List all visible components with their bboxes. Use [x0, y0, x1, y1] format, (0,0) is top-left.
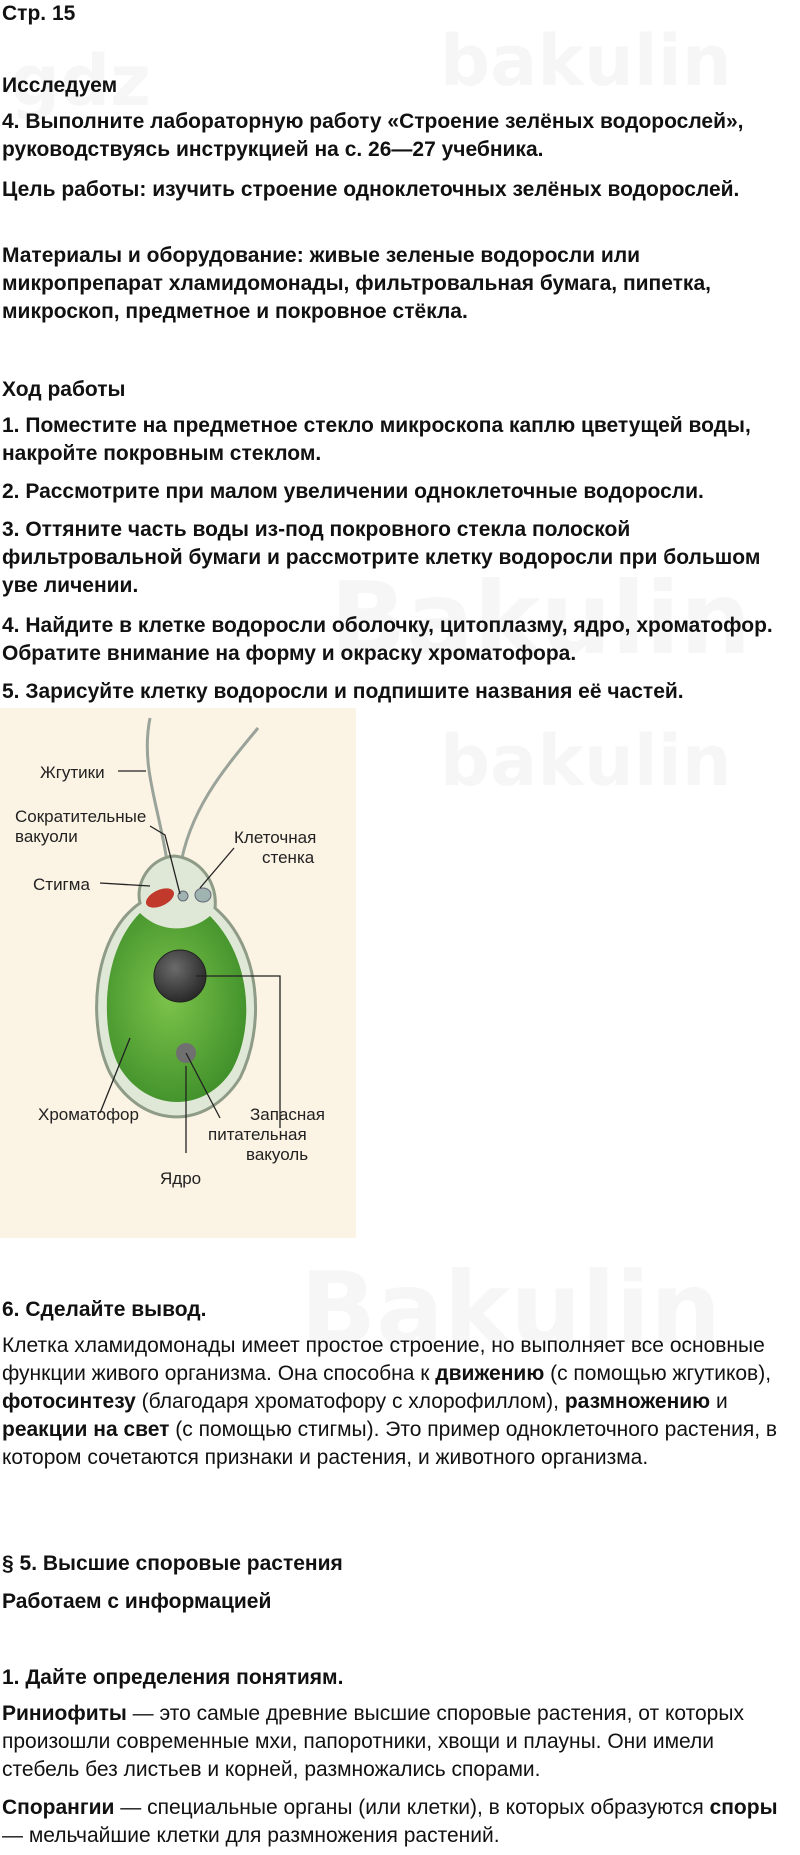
conclusion-bold: размножению: [564, 1390, 711, 1413]
section5-title: § 5. Высшие споровые растения: [2, 1552, 343, 1575]
section-explore-heading: Исследуем: [2, 74, 118, 97]
conclusion-span: (с помощью стигмы). Это пример одноклеточного растения, в котором сочетаются признаки и растения, и животного организма.: [2, 1418, 778, 1469]
flagellum: [147, 718, 168, 868]
label-stigma: Стигма: [33, 875, 90, 894]
procedure-step: 3. Оттяните часть воды из-под покровного стекла полоской фильтровальной бумаги и рассмотрите клетку водоросли при большом уве личении.: [2, 518, 761, 597]
conclusion-span: (с помощью жгутиков),: [544, 1362, 772, 1385]
conclusion-title: 6. Сделайте вывод.: [2, 1298, 207, 1321]
chlamydomonas-svg: [0, 708, 356, 1238]
conclusion-text: [2, 1332, 792, 1472]
label-reserve-1: Запасная: [250, 1105, 325, 1124]
definition-text: — мельчайшие клетки для размножения растений.: [2, 1824, 500, 1847]
conclusion-bold: движению: [435, 1362, 545, 1385]
watermark: [440, 720, 732, 802]
procedure-step: 1. Поместите на предметное стекло микроскопа каплю цветущей воды, накройте покровным стеклом.: [2, 414, 751, 465]
definition-rhyniophytes: [2, 1700, 792, 1784]
label-cell-wall-1: Клеточная: [234, 828, 317, 847]
chlamydomonas-diagram: [0, 708, 356, 1238]
label-reserve-3: вакуоль: [246, 1145, 309, 1164]
conclusion-span: Клетка хламидомонады имеет простое строение, но выполняет все основные функции живого организма. Она способна к: [2, 1334, 765, 1385]
contractile-vacuole: [195, 888, 211, 902]
term: Спорангии: [2, 1796, 115, 1819]
task1-title: 1. Дайте определения понятиям.: [2, 1666, 344, 1689]
section5-subtitle: Работаем с информацией: [2, 1590, 272, 1613]
conclusion-bold: фотосинтезу: [2, 1390, 136, 1413]
task4-title: 4. Выполните лабораторную работу «Строение зелёных водорослей», руководствуясь инструкцией на с. 26—27 учебника.: [2, 110, 744, 161]
procedure-heading: Ход работы: [2, 378, 126, 401]
procedure-step: 5. Зарисуйте клетку водоросли и подпишите названия её частей.: [2, 680, 684, 703]
task4-goal: Цель работы: изучить строение одноклеточных зелёных водорослей.: [2, 178, 740, 201]
label-chromatophore: Хроматофор: [38, 1105, 139, 1124]
label-flagella: Жгутики: [40, 763, 105, 782]
conclusion-span: и: [710, 1390, 728, 1413]
label-nucleus: Ядро: [160, 1169, 202, 1188]
procedure-step: 4. Найдите в клетке водоросли оболочку, цитоплазму, ядро, хроматофор. Обратите внимание на форму и окраску хроматофора.: [2, 614, 773, 665]
term: споры: [709, 1796, 778, 1819]
definition-sporangia: [2, 1794, 792, 1850]
label-contractile-2: вакуоли: [15, 827, 78, 846]
label-cell-wall-2: стенка: [262, 848, 315, 867]
flagellum: [180, 728, 258, 868]
task4-materials: Материалы и оборудование: живые зеленые водоросли или микропрепарат хламидомонады, фильтровальная бумага, пипетка, микроскоп, предметное и покровное стёкла.: [2, 244, 711, 323]
procedure-step: 2. Рассмотрите при малом увеличении одноклеточные водоросли.: [2, 480, 704, 503]
label-contractile-1: Сократительные: [15, 807, 147, 826]
definition-text: — это самые древние высшие споровые растения, от которых произошли современные мхи, папоротники, хвощи и плауны. Они имели стебель без листьев и корней, размножались спорами.: [2, 1702, 744, 1781]
conclusion-bold: реакции на свет: [2, 1418, 170, 1441]
chromatophore-shape: [107, 913, 246, 1102]
conclusion-span: (благодаря хроматофору с хлорофиллом),: [135, 1390, 565, 1413]
label-reserve-2: питательная: [208, 1125, 307, 1144]
term: Риниофиты: [2, 1702, 127, 1725]
definition-text: — специальные органы (или клетки), в которых образуются: [114, 1796, 710, 1819]
page-label: Стр. 15: [2, 2, 76, 25]
